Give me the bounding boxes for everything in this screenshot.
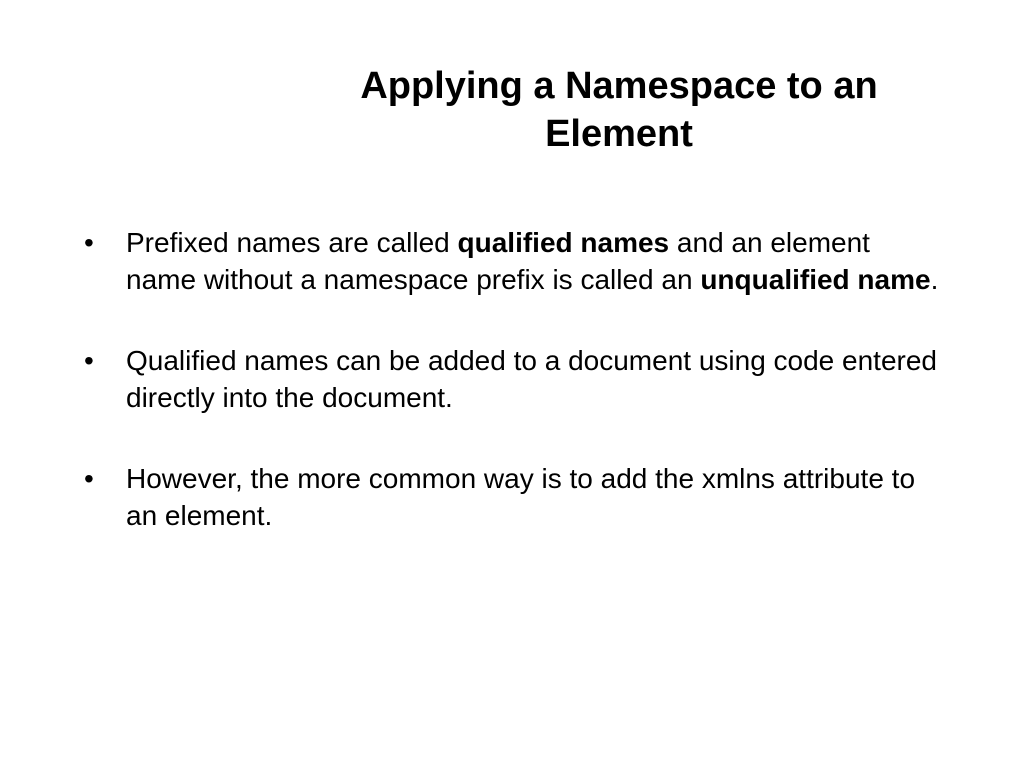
- bullet-text-part: and an element name without a namespace prefix is called an: [126, 227, 870, 295]
- bullet-marker: •: [84, 345, 94, 376]
- term-unqualified-name: unqualified name: [700, 264, 931, 295]
- bullet-text: However, the more common way is to add the xmlns attribute to an element.: [126, 463, 916, 531]
- slide-title: [300, 62, 938, 158]
- bullet-text-part: Prefixed names are called: [126, 227, 458, 258]
- bullet-item-xmlns: [82, 460, 942, 534]
- bullet-text-part: .: [930, 264, 939, 295]
- slide-title-line-1: Applying a Namespace to an: [360, 65, 878, 107]
- bullet-list: [82, 224, 942, 578]
- bullet-marker: •: [84, 463, 94, 494]
- slide-title-line-2: Element: [545, 113, 693, 155]
- bullet-marker: •: [84, 227, 94, 258]
- bullet-item-code-entry: [82, 342, 942, 416]
- bullet-item-qualified-names: [82, 224, 942, 298]
- bullet-text: Qualified names can be added to a document using code entered directly into the document.: [126, 345, 938, 413]
- term-qualified-names: qualified names: [457, 227, 670, 258]
